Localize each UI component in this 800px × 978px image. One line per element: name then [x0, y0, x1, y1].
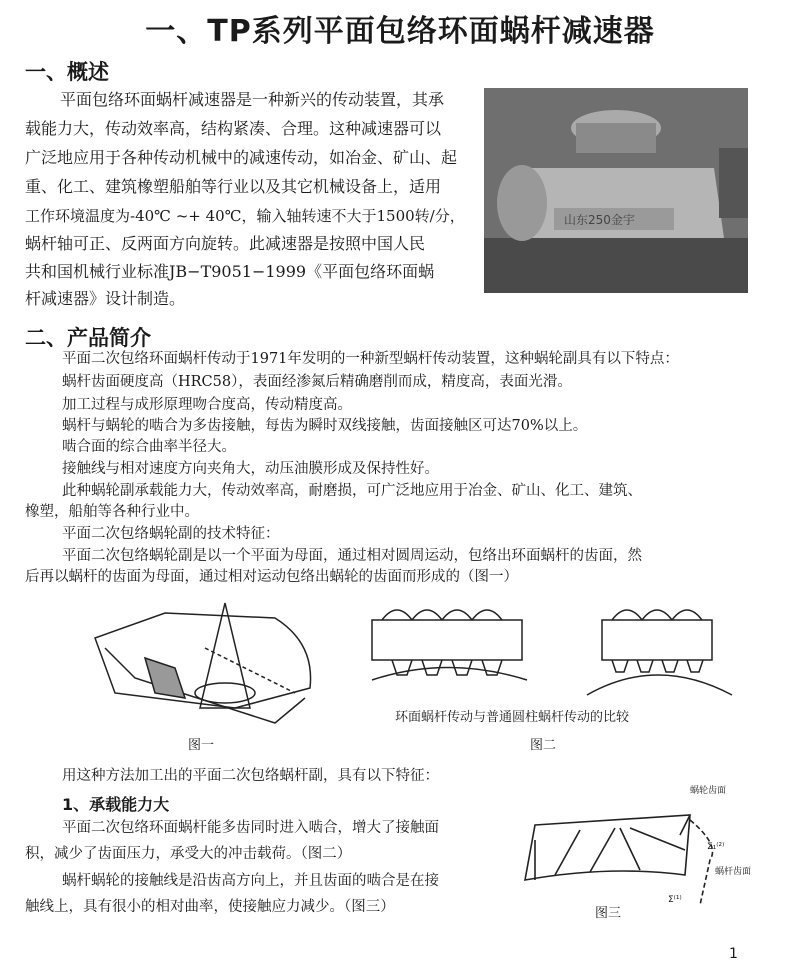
- product-line: 蜗杆齿面硬度高（HRC58），表面经渗氮后精确磨削而成，精度高，表面光滑。: [62, 374, 572, 390]
- feature-line: 触线上，具有很小的相对曲率，使接触应力减少。（图三）: [25, 899, 395, 915]
- product-line: 后再以蜗杆的齿面为母面，通过相对运动包络出蜗轮的齿面而形成的（图一）: [25, 569, 518, 585]
- section-heading-product: 二、产品简介: [25, 326, 151, 350]
- figure-1-label: 图一: [188, 738, 215, 753]
- page-title: 一、TP系列平面包络环面蜗杆减速器: [145, 14, 655, 49]
- sigma-1-2-label: Σ₁⁽²⁾: [707, 842, 725, 852]
- gear-reducer-illustration: [484, 88, 748, 293]
- feature-subheading: 1、承载能力大: [62, 795, 170, 814]
- photo-casting-label: 山东250金宇: [564, 213, 635, 227]
- product-line: 平面二次包络蜗轮副的技术特征：: [62, 526, 280, 542]
- sigma-1-label: Σ⁽¹⁾: [668, 895, 682, 905]
- features-intro: 用这种方法加工出的平面二次包络蜗杆副，具有以下特征：: [62, 768, 439, 784]
- product-line: 平面二次包络蜗轮副是以一个平面为母面，通过相对圆周运动，包络出环面蜗杆的齿面，然: [62, 548, 642, 564]
- overview-line: 广泛地应用于各种传动机械中的减速传动，如冶金、矿山、起: [25, 148, 458, 167]
- product-line: 蜗杆与蜗轮的啮合为多齿接触，每齿为瞬时双线接触，齿面接触区可达70%以上。: [62, 418, 588, 434]
- overview-line: 重、化工、建筑橡塑船舶等行业以及其它机械设备上，适用: [25, 177, 442, 196]
- overview-line: 工作环境温度为-40℃ ~+ 40℃，输入轴转速不大于1500转/分，: [25, 207, 465, 225]
- figure-1-diagram: [75, 598, 325, 738]
- figure-3-label: 图三: [595, 906, 622, 921]
- feature-line: 积，减少了齿面压力，承受大的冲击载荷。（图二）: [25, 846, 352, 862]
- feature-line: 蜗杆蜗轮的接触线是沿齿高方向上，并且齿面的啮合是在接: [62, 873, 439, 889]
- figure-3-diagram: [520, 800, 720, 910]
- overview-line: 杆减速器》设计制造。: [25, 289, 186, 308]
- product-line: 橡塑，船舶等各种行业中。: [25, 504, 199, 520]
- product-line: 平面二次包络环面蜗杆传动于1971年发明的一种新型蜗杆传动装置，这种蜗轮副具有以下特点：: [62, 351, 679, 367]
- worm-wheel-face-label: 蜗轮齿面: [690, 786, 727, 796]
- product-line: 接触线与相对速度方向夹角大，动压油膜形成及保持性好。: [62, 461, 439, 477]
- figure-2-caption: 环面蜗杆传动与普通圆柱蜗杆传动的比较: [395, 710, 630, 725]
- reducer-photo: [484, 88, 748, 293]
- page-number: 1: [729, 946, 738, 962]
- overview-line: 载能力大，传动效率高，结构紧凑、合理。这种减速器可以: [25, 119, 442, 138]
- figure-2-diagram: [352, 600, 772, 705]
- worm-face-label: 蜗杆齿面: [715, 867, 752, 877]
- product-line: 加工过程与成形原理吻合度高，传动精度高。: [62, 397, 352, 413]
- overview-line: 蜗杆轴可正、反两面方向旋转。此减速器是按照中国人民: [25, 234, 426, 253]
- feature-line: 平面二次包络环面蜗杆能多齿同时进入啮合，增大了接触面: [62, 820, 439, 836]
- figure-2-label: 图二: [530, 738, 557, 753]
- product-line: 此种蜗轮副承载能力大，传动效率高，耐磨损，可广泛地应用于冶金、矿山、化工、建筑、: [62, 483, 642, 499]
- overview-line: 平面包络环面蜗杆减速器是一种新兴的传动装置，其承: [60, 90, 445, 109]
- overview-line: 共和国机械行业标准JB−T9051−1999《平面包络环面蜗: [25, 262, 435, 281]
- section-heading-overview: 一、概述: [25, 60, 109, 84]
- product-line: 啮合面的综合曲率半径大。: [62, 439, 236, 455]
